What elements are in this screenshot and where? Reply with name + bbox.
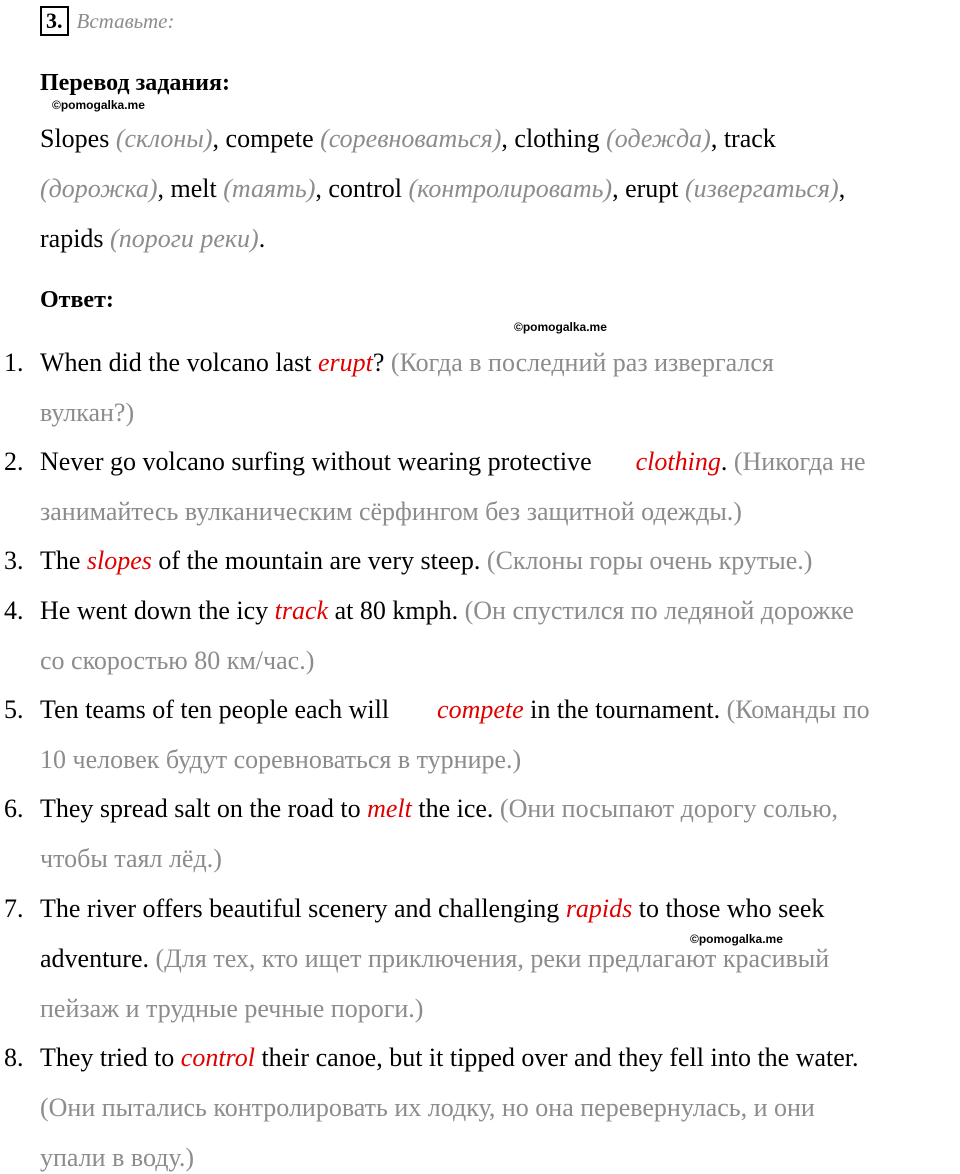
answer-item-7-line-3: пейзаж и трудные речные пороги.) [40,994,424,1023]
answer-item-7-line-2: adventure. (Для тех, кто ищет приключения, реки предлагают красивый [40,944,830,973]
answer-word-control: control [180,1043,255,1072]
task-instruction: Вставьте: [76,8,175,33]
vocab-translation-slopes: (склоны) [115,124,213,153]
vocab-translation-compete: (соревноваться) [320,124,502,153]
item-number-8: 8. [4,1043,24,1072]
answer-word-slopes: slopes [86,546,152,575]
answer-word-track: track [274,596,329,625]
answer-item-1-line-2: вулкан?) [40,398,135,427]
answer-item-8-line-2: (Они пытались контролировать их лодку, но она перевернулась, и они [40,1093,815,1122]
watermark-2: ©pomogalka.me [514,320,607,334]
answer-item-6-line-1: They spread salt on the road to melt the ice. (Они посыпают дорогу солью, [40,794,838,823]
item-number-6: 6. [4,794,24,823]
vocab-word-erupt: erupt [625,174,679,203]
answer-item-5-line-1: Ten teams of ten people each will compete in the tournament. (Команды по [40,695,870,724]
vocab-word-slopes: Slopes [40,124,110,153]
vocab-translation-erupt: (извергаться) [685,174,839,203]
translation-heading: Перевод задания: [40,70,230,96]
vocab-word-track: track [723,124,776,153]
item-number-3: 3. [4,546,24,575]
item-number-4: 4. [4,596,24,625]
watermark-1: ©pomogalka.me [52,98,145,112]
answer-item-3-line-1: The slopes of the mountain are very steep. (Склоны горы очень крутые.) [40,546,813,575]
vocab-translation-clothing: (одежда) [606,124,711,153]
vocab-translation-rapids: (пороги реки) [110,224,259,253]
item-number-1: 1. [4,348,24,377]
vocab-word-melt: melt [170,174,217,203]
answer-item-8-line-1: They tried to control their canoe, but it tipped over and they fell into the water. [40,1043,859,1072]
answer-word-clothing: clothing [635,447,721,476]
answer-item-2-line-2: занимайтесь вулканическим сёрфингом без защитной одежды.) [40,497,742,526]
translation-line-1: Slopes (склоны), compete (соревноваться), clothing (одежда), track [40,124,776,153]
vocab-word-compete: compete [225,124,314,153]
answer-item-2-line-1: Never go volcano surfing without wearing protective clothing. (Никогда не [40,447,866,476]
vocab-word-clothing: clothing [514,124,600,153]
answer-word-erupt: erupt [317,348,373,377]
task-header [40,6,174,36]
answer-item-8-line-3: упали в воду.) [40,1143,194,1172]
answer-word-melt: melt [367,794,412,823]
answer-item-1-line-1: When did the volcano last erupt? (Когда в последний раз извергался [40,348,774,377]
answer-item-4-line-1: He went down the icy track at 80 kmph. (Он спустился по ледяной дорожке [40,596,854,625]
item-number-2: 2. [4,447,24,476]
item-number-5: 5. [4,695,24,724]
translation-line-2: (дорожка), melt (таять), control (контролировать), erupt (извергаться), [40,174,846,203]
answer-word-compete: compete [437,695,524,724]
vocab-translation-melt: (таять) [223,174,316,203]
watermark-3: ©pomogalka.me [690,932,783,946]
vocab-translation-control: (контролировать) [408,174,613,203]
answer-item-6-line-2: чтобы таял лёд.) [40,844,222,873]
item-number-7: 7. [4,894,24,923]
vocab-word-control: control [328,174,403,203]
answer-item-7-line-1: The river offers beautiful scenery and challenging rapids to those who seek [40,894,825,923]
answer-word-rapids: rapids [565,894,633,923]
vocab-word-rapids: rapids [40,224,104,253]
task-number: 3. [40,6,69,36]
answer-item-4-line-2: со скоростью 80 км/час.) [40,646,315,675]
translation-line-3: rapids (пороги реки). [40,224,266,253]
answer-item-5-line-2: 10 человек будут соревноваться в турнире.) [40,745,522,774]
vocab-translation-track: (дорожка) [40,174,158,203]
answer-heading: Ответ: [40,287,114,313]
